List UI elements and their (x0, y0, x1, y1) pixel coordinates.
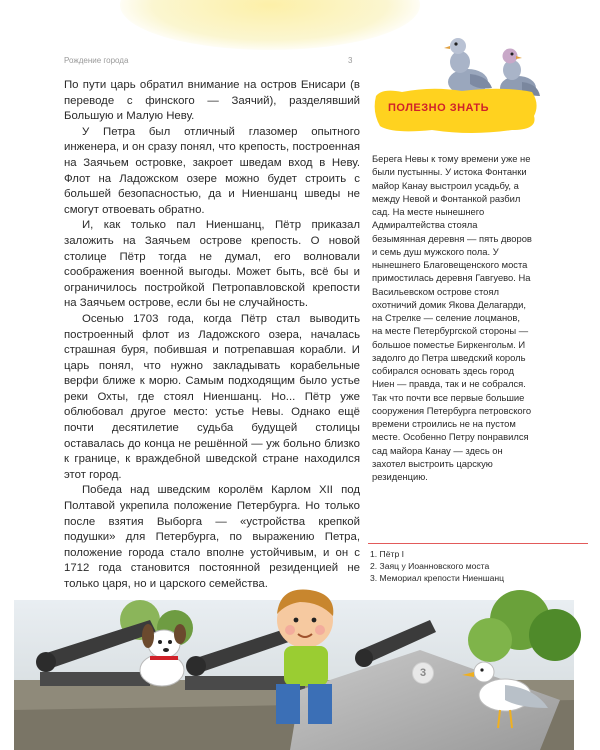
article-paragraph: По пути царь обратил внимание на остров Енисари (в переводе с финского — Заячий), разделявший Большую и Малую Неву. (64, 79, 360, 123)
useful-to-know-badge (372, 86, 540, 136)
caption-item: 3. Мемориал крепости Ниеншанц (370, 573, 505, 583)
article-paragraph: Осенью 1703 года, когда Пётр стал выводить построенный флот из Ладожского озера, началась страшная буря, побившая и потрепавшая корабли. И царь понял, что нужно закладывать корабельные верфи ближе к морю. Самым подходящим было устье реки Охты, где стоял Ниеншанц. Но... Пётр уже облюбовал другое место: устье Невы. Однако ещё почти десятилетие судьба будущей столицы оставалась до конца не решённой — уж больно близко к границе, к враждебной шведской стране находился этот город. (64, 312, 360, 481)
caption-divider (368, 543, 588, 544)
article-paragraph: И, как только пал Ниеншанц, Пётр приказал заложить на Заячьем острове крепость. О новой столице Пётр тогда не думал, его волновали соображения военной выгоды. Может быть, всё бы и ограничилось постройкой Петропавловской крепости на Заячьем острове, если бы не случайность. (64, 219, 360, 310)
article-paragraph: У Петра был отличный глазомер опытного инженера, и он сразу понял, что крепость, построенная на Заячьем островке, закроет шведам вход в Неву. Флот на Ладожском озере можно будет строить с большей безопасностью, да и Ниеншанц шведы не смогут отвоевать обратно. (64, 125, 360, 216)
article-paragraph: Победа над шведским королём Карлом XII под Полтавой укрепила положение Петербурга. Но только после взятия Выборга — «устройства крепкой подушки» для Петербурга, по выражению Петра, положение города стало вполне устойчивым, и он с 1712 года становится постоянной резиденцией не только царя, но и царского семейства. (64, 484, 360, 590)
caption-item: 2. Заяц у Иоанновского моста (370, 561, 490, 571)
running-header-title: Рождение города (64, 56, 129, 65)
decorative-yellow-blob (120, 0, 420, 50)
useful-to-know-label: ПОЛЕЗНО ЗНАТЬ (388, 102, 490, 114)
caption-item: 1. Пётр I (370, 549, 405, 559)
main-article (64, 78, 360, 593)
bottom-illustration-scene (0, 580, 600, 750)
page-number: 3 (348, 56, 353, 65)
sidebar-fact-text: Берега Невы к тому времени уже не были пустынны. У истока Фонтанки майор Канау выстроил усадьбу, а между Невой и Фонтанкой разбил сад. На месте нынешнего Адмиралтейства стояла безымянная деревня — пять дворов и семь душ мужского пола. У нынешнего Благовещенского моста примостилась деревня Гавгуево. На Васильевском острове стоял охотничий домик Якова Делагарди, на Стрелке — селение лоцманов, на месте Петербургской стороны — большое поместье Биркенгольм. И задолго до Петра шведский король собирался основать здесь город Ниен — правда, так и не собрался. Так что почти все первые большие сооружения Петербурга петровского времени строились не на пустом месте. Особенно Петру понравился сад майора Канау — здесь он захотел выстроить царскую резиденцию. (372, 153, 532, 482)
photo-number-badge: 3 (412, 662, 434, 684)
photo-captions (370, 548, 570, 584)
